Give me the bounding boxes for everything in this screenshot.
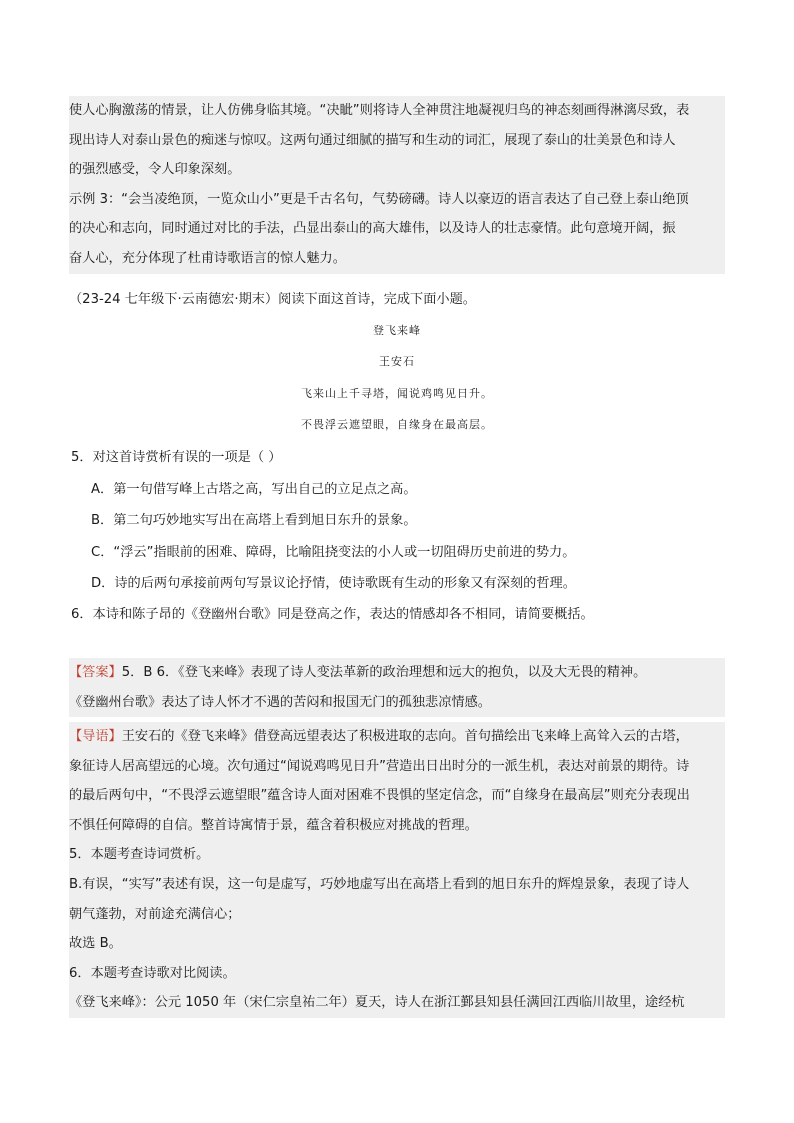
guide-line: 故选 B。	[69, 929, 725, 959]
answer-line	[69, 658, 725, 688]
question-6: 6．本诗和陈子昂的《登幽州台歌》同是登高之作，表达的情感却各不相同，请简要概括。	[71, 607, 594, 622]
option-d: D．诗的后两句承接前两句写景议论抒情，使诗歌既有生动的形象又有深刻的哲理。	[91, 576, 576, 591]
explanation-block	[69, 96, 725, 274]
poem-line-1: 飞来山上千寻塔，闻说鸡鸣见日升。	[301, 387, 493, 400]
guide-line: 的最后两句中，“不畏浮云遮望眼”蕴含诗人面对困难不畏惧的坚定信念，而“自缘身在最高层”则充分表现出	[69, 781, 725, 811]
answer-tag: 【答案】	[69, 665, 122, 680]
poem-title: 登飞来峰	[373, 324, 421, 337]
guide-line: 象征诗人居高望远的心境。次句通过“闻说鸡鸣见日升”营造出日出时分的一派生机，表达对前景的期待。诗	[69, 752, 725, 782]
answer-block	[69, 658, 725, 717]
guide-line: 朝气蓬勃，对前途充满信心；	[69, 900, 725, 930]
guide-line: 5．本题考查诗词赏析。	[69, 840, 725, 870]
guide-tag: 【导语】	[69, 729, 122, 744]
option-b: B．第二句巧妙地实写出在高塔上看到旭日东升的景象。	[91, 513, 417, 528]
guide-line: 6．本题考查诗歌对比阅读。	[69, 959, 725, 989]
answer-line: 《登幽州台歌》表达了诗人怀才不遇的苦闷和报国无门的孤独悲凉情感。	[69, 688, 725, 718]
option-c: C．“浮云”指眼前的困难、障碍，比喻阻挠变法的小人或一切阻碍历史前进的势力。	[91, 545, 576, 560]
guide-line: 不惧任何障碍的自信。整首诗寓情于景，蕴含着积极应对挑战的哲理。	[69, 811, 725, 841]
text-line: 的决心和志向，同时通过对比的手法，凸显出泰山的高大雄伟，以及诗人的壮志豪情。此句意境开阔，振	[69, 214, 725, 244]
option-a: A．第一句借写峰上古塔之高，写出自己的立足点之高。	[91, 482, 417, 497]
text-line: 奋人心，充分体现了杜甫诗歌语言的惊人魅力。	[69, 244, 725, 274]
guide-block	[69, 722, 725, 1018]
text-line: 的强烈感受，令人印象深刻。	[69, 155, 725, 185]
guide-line: 《登飞来峰》：公元 1050 年（宋仁宗皇祐二年）夏天，诗人在浙江鄞县知县任满回江西临川故里，途经杭	[69, 988, 725, 1018]
guide-text: 王安石的《登飞来峰》借登高远望表达了积极进取的志向。首句描绘出飞来峰上高耸入云的古塔，	[121, 729, 689, 744]
question-source: （23-24 七年级下·云南德宏·期末）阅读下面这首诗，完成下面小题。	[69, 292, 476, 307]
poem-author: 王安石	[379, 355, 415, 368]
poem-line-2: 不畏浮云遮望眼，自缘身在最高层。	[301, 418, 493, 431]
question-5: 5．对这首诗赏析有误的一项是（ ）	[71, 450, 282, 465]
text-line: 现出诗人对泰山景色的痴迷与惊叹。这两句通过细腻的描写和生动的词汇，展现了泰山的壮美景色和诗人	[69, 126, 725, 156]
text-line: 示例 3：“会当凌绝顶，一览众山小”更是千古名句，气势磅礴。诗人以豪迈的语言表达了自己登上泰山绝顶	[69, 185, 725, 215]
text-line: 使人心胸激荡的情景，让人仿佛身临其境。“决眦”则将诗人全神贯注地凝视归鸟的神态刻画得淋漓尽致，表	[69, 96, 725, 126]
answer-text: 5．B 6．《登飞来峰》表现了诗人变法革新的政治理想和远大的抱负，以及大无畏的精神。	[121, 665, 647, 680]
guide-line	[69, 722, 725, 752]
guide-line: B.有误，“实写”表述有误，这一句是虚写，巧妙地虚写出在高塔上看到的旭日东升的辉煌景象，表现了诗人	[69, 870, 725, 900]
